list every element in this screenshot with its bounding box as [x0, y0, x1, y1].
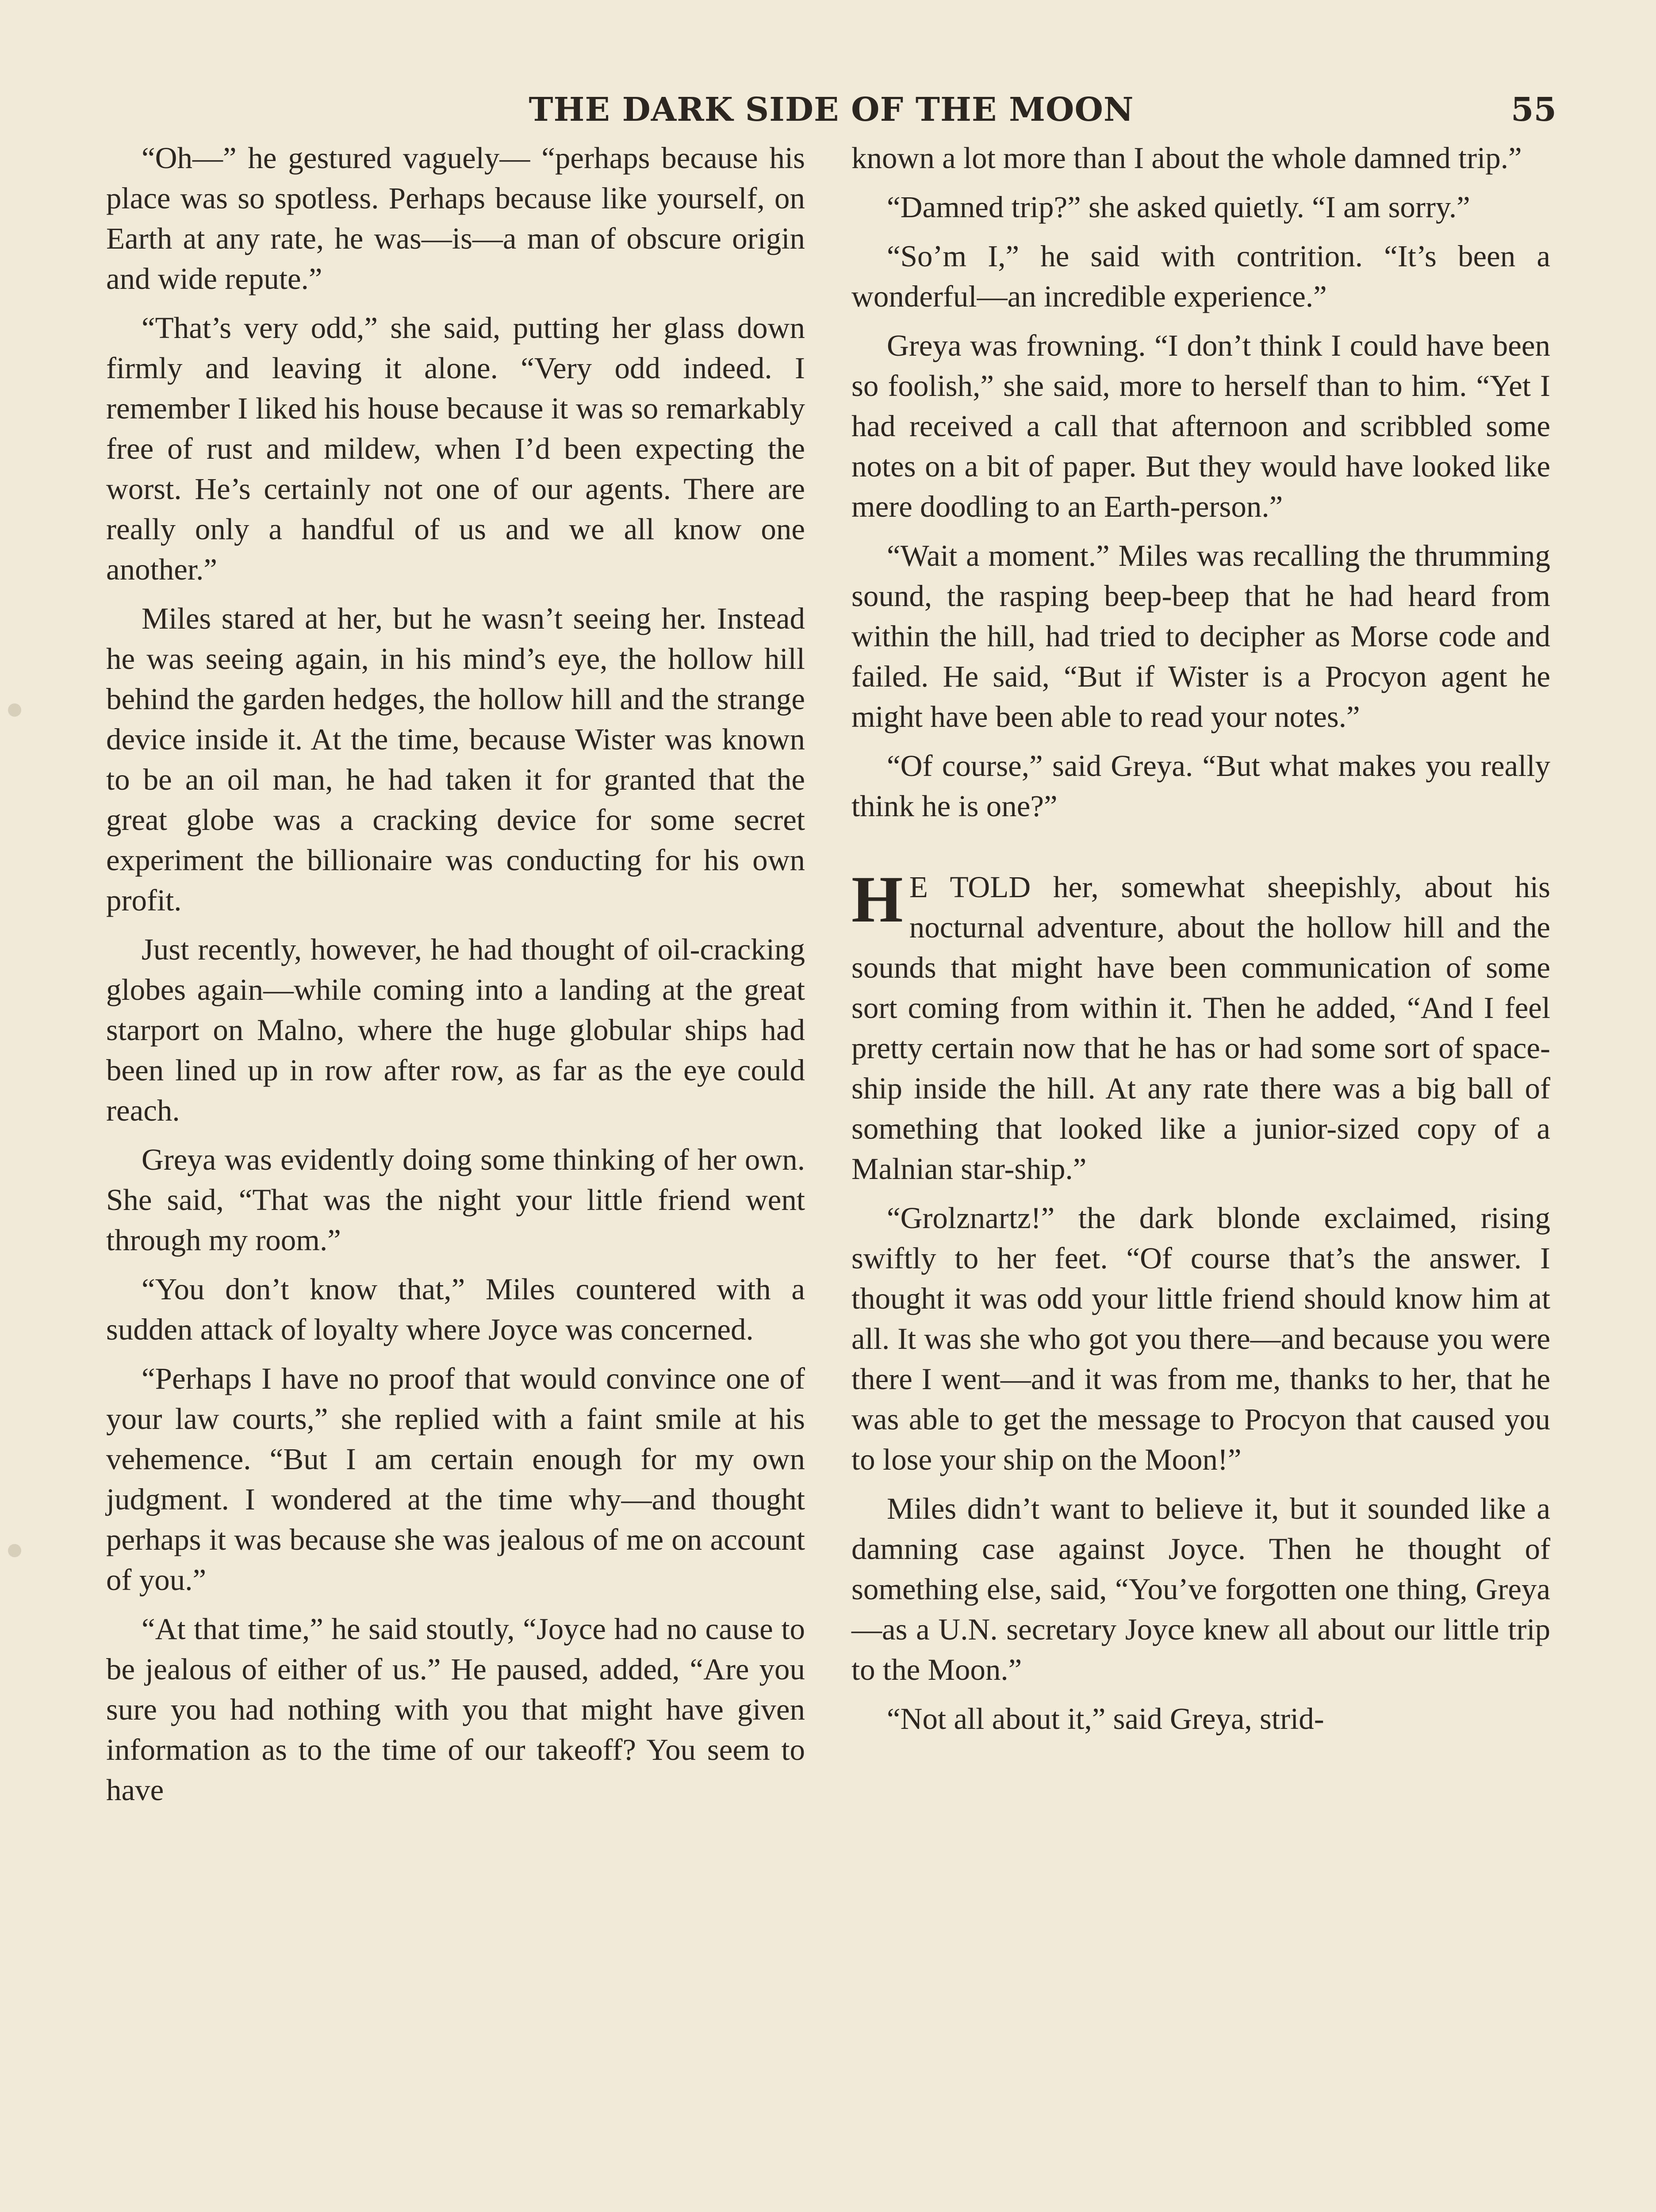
paragraph: Miles stared at her, but he wasn’t seeing her. Instead he was seeing again, in his mind’s eye, the hollow hill behind the garden hedges, the hollow hill and the strange device inside it. At the time, because Wister was known to be an oil man, he had taken it for granted that the great globe was a cracking device for some secret experiment the billionaire was conducting for his own profit.	[106, 602, 805, 917]
paragraph: Greya was frowning. “I don’t think I could have been so foolish,” she said, more to herself than to him. “Yet I had received a call that afternoon and scribbled some notes on a bit of paper. But they would have looked like mere doodling to an Earth-person.”	[851, 329, 1550, 523]
running-title: THE DARK SIDE OF THE MOON	[529, 91, 1134, 129]
paragraph: “That’s very odd,” she said, putting her glass down firmly and leaving it alone. “Very odd indeed. I remember I liked his house because it was so remarkably free of rust and mildew, when I’d been expecting the worst. He’s certainly not one of our agents. There are really only a handful of us and we all know one another.”	[106, 311, 805, 586]
left-column	[106, 138, 805, 1819]
paragraph: “Not all about it,” said Greya, strid-	[887, 1702, 1324, 1736]
paragraph: Just recently, however, he had thought of oil-cracking globes again—while coming into a landing at the great starport on Malno, where the huge globular ships had been lined up in row after row, as far as the eye could reach.	[106, 933, 805, 1127]
paragraph: “You don’t know that,” Miles countered with a sudden attack of loyalty where Joyce was concerned.	[106, 1272, 805, 1346]
paragraph-continuation: known a lot more than I about the whole damned trip.”	[851, 141, 1522, 175]
drop-cap: H	[851, 863, 903, 936]
paragraph: “Perhaps I have no proof that would convince one of your law courts,” she replied with a faint smile at his vehemence. “But I am certain enough for my own judgment. I wondered at the time why—and thought perhaps it was because she was jealous of me on account of you.”	[106, 1362, 805, 1597]
paragraph: Miles didn’t want to believe it, but it sounded like a damning case against Joyce. Then he thought of something else, said, “You’ve forgotten one thing, Greya—as a U.N. secretary Joyce knew all about our little trip to the Moon.”	[851, 1492, 1550, 1686]
binding-hole	[8, 703, 21, 717]
paragraph: Greya was evidently doing some thinking of her own. She said, “That was the night your little friend went through my room.”	[106, 1143, 805, 1257]
page-number: 55	[1511, 91, 1556, 129]
binding-hole	[8, 1544, 21, 1557]
paragraph: “So’m I,” he said with contrition. “It’s been a wonderful—an incredible experience.”	[851, 239, 1550, 313]
right-column	[851, 138, 1550, 1748]
paragraph: “Grolznartz!” the dark blonde exclaimed, rising swiftly to her feet. “Of course that’s the answer. I thought it was odd your little friend should know him at all. It was she who got you there—and because you were there I went—and it was from me, thanks to her, that he was able to get the message to Procyon that caused you to lose your ship on the Moon!”	[851, 1201, 1550, 1476]
section-start-text: E TOLD her, somewhat sheepishly, about his nocturnal adventure, about the hollow hill and the sounds that might have been communication of some sort coming from within it. Then he added, “And I feel pretty certain now that he has or had some sort of space-ship inside the hill. At any rate there was a big ball of something that looked like a junior-sized copy of a Malnian star-ship.”	[851, 870, 1550, 1186]
paragraph: “Wait a moment.” Miles was recalling the thrumming sound, the rasping beep-beep that he had heard from within the hill, had tried to decipher as Morse code and failed. He said, “But if Wister is a Procyon agent he might have been able to read your notes.”	[851, 539, 1550, 733]
paragraph: “Of course,” said Greya. “But what makes you really think he is one?”	[851, 749, 1550, 823]
paragraph: “Oh—” he gestured vaguely— “perhaps because his place was so spotless. Perhaps because like yourself, on Earth at any rate, he was—is—a man of obscure origin and wide repute.”	[106, 141, 805, 296]
page-header	[106, 91, 1556, 139]
paragraph: “At that time,” he said stoutly, “Joyce had no cause to be jealous of either of us.” He paused, added, “Are you sure you had nothing with you that might have given information as to the time of our takeoff? You seem to have	[106, 1612, 805, 1807]
section-start-paragraph	[851, 863, 1550, 1189]
paragraph: “Damned trip?” she asked quietly. “I am sorry.”	[887, 190, 1470, 224]
